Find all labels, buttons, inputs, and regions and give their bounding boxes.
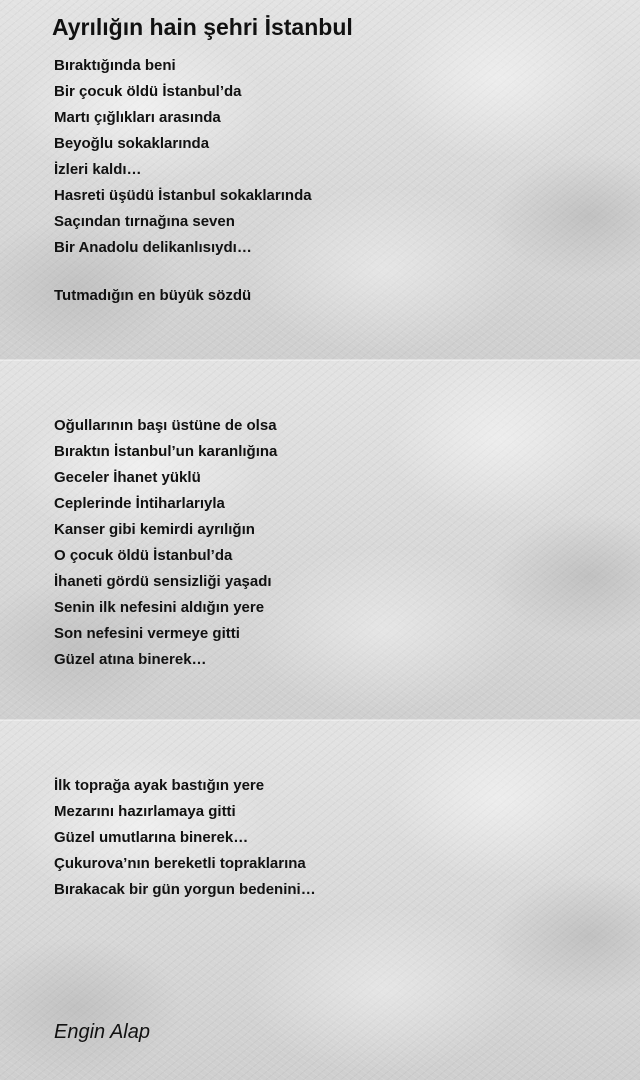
poem-line: Beyoğlu sokaklarında	[54, 135, 210, 152]
poem-author: Engin Alap	[54, 1021, 150, 1043]
poem-line: İlk toprağa ayak bastığın yere	[54, 777, 265, 794]
poem-line: Bir Anadolu delikanlısıydı…	[54, 239, 252, 256]
poem-line: Son nefesini vermeye gitti	[54, 625, 240, 642]
poem-line: Geceler İhanet yüklü	[54, 469, 201, 486]
poem-line: Oğullarının başı üstüne de olsa	[54, 417, 277, 434]
poem-line: İzleri kaldı…	[54, 161, 142, 178]
poem-line: İhaneti gördü sensizliği yaşadı	[54, 573, 272, 590]
poem-stanza-1	[54, 53, 312, 261]
poem-line: Bırakacak bir gün yorgun bedenini…	[54, 881, 316, 898]
poem-stanza-4	[54, 773, 316, 903]
panel-divider	[0, 719, 640, 721]
poem-stanza-2	[54, 283, 251, 309]
panel-divider	[0, 359, 640, 361]
poem-line: Hasreti üşüdü İstanbul sokaklarında	[54, 187, 312, 204]
poem-line: Güzel umutlarına binerek…	[54, 829, 249, 846]
poem-line: Tutmadığın en büyük sözdü	[54, 287, 252, 304]
poem-title: Ayrılığın hain şehri İstanbul	[52, 14, 353, 40]
poem-line: Bir çocuk öldü İstanbul’da	[54, 83, 242, 100]
poem-line: Mezarını hazırlamaya gitti	[54, 803, 236, 820]
poem-line: Güzel atına binerek…	[54, 651, 207, 668]
poem-stanza-3	[54, 413, 277, 673]
poem-line: Ceplerinde İntiharlarıyla	[54, 495, 225, 512]
poem-line: Bıraktın İstanbul’un karanlığına	[54, 443, 278, 460]
poem-line: Çukurova’nın bereketli topraklarına	[54, 855, 306, 872]
poem-line: O çocuk öldü İstanbul’da	[54, 547, 233, 564]
poem-line: Bıraktığında beni	[54, 57, 176, 74]
poem-line: Saçından tırnağına seven	[54, 213, 235, 230]
poem-line: Senin ilk nefesini aldığın yere	[54, 599, 265, 616]
poem-line: Martı çığlıkları arasında	[54, 109, 221, 126]
poem-line: Kanser gibi kemirdi ayrılığın	[54, 521, 255, 538]
